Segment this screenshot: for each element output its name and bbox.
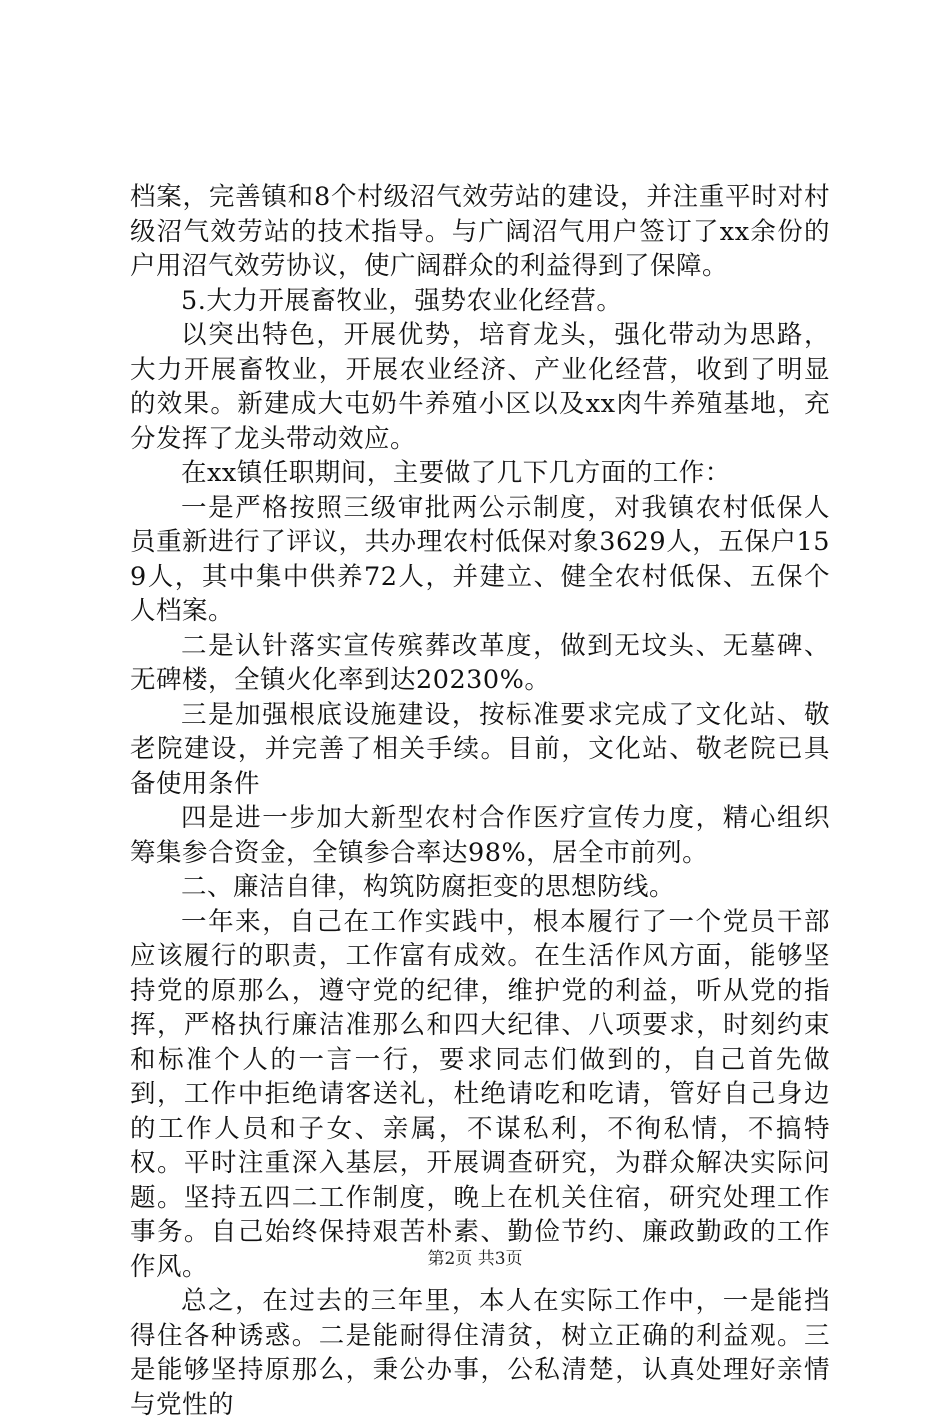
paragraph-11: 总之，在过去的三年里，本人在实际工作中，一是能挡得住各种诱惑。二是能耐得住清贫，树立正确的利益观。三是能够坚持原那么，秉公办事，公私清楚，认真处理好亲情与党性的 — [130, 1286, 830, 1420]
paragraph-7: 三是加强根底设施建设，按标准要求完成了文化站、敬老院建设，并完善了相关手续。目前，文化站、敬老院已具备使用条件 — [130, 699, 830, 799]
paragraph-3: 以突出特色，开展优势，培育龙头，强化带动为思路，大力开展畜牧业，开展农业经济、产业化经营，收到了明显的效果。新建成大屯奶牛养殖小区以及xx肉牛养殖基地，充分发挥了龙头带动效应。 — [130, 320, 830, 454]
paragraph-9: 二、廉洁自律，构筑防腐拒变的思想防线。 — [181, 872, 676, 902]
paragraph-10: 一年来，自己在工作实践中，根本履行了一个党员干部应该履行的职责，工作富有成效。在生活作风方面，能够坚持党的原那么，遵守党的纪律，维护党的利益，听从党的指挥，严格执行廉洁准那么和四大纪律、八项要求，时刻约束和标准个人的一言一行，要求同志们做到的，自己首先做到，工作中拒绝请客送礼，杜绝请吃和吃请，管好自己身边的工作人员和子女、亲属，不谋私利，不徇私情，不搞特权。平时注重深入基层，开展调查研究，为群众解决实际问题。坚持五四二工作制度，晚上在机关住宿，研究处理工作事务。自己始终保持艰苦朴素、勤俭节约、廉政勤政的工作作风。 — [130, 906, 830, 1282]
paragraph-8: 四是进一步加大新型农村合作医疗宣传力度，精心组织筹集参合资金，全镇参合率达98%，居全市前列。 — [130, 803, 830, 868]
document-body — [130, 180, 830, 1422]
paragraph-2: 5.大力开展畜牧业，强势农业化经营。 — [181, 285, 623, 316]
paragraph-1: 档案，完善镇和8个村级沼气效劳站的建设，并注重平时对村级沼气效劳站的技术指导。与广阔沼气用户签订了xx余份的户用沼气效劳协议，使广阔群众的利益得到了保障。 — [130, 182, 830, 281]
paragraph-5: 一是严格按照三级审批两公示制度，对我镇农村低保人员重新进行了评议，共办理农村低保对象3629人，五保户159人，其中集中供养72人，并建立、健全农村低保、五保个人档案。 — [130, 492, 830, 626]
paragraph-6: 二是认针落实宣传殡葬改革度，做到无坟头、无墓碑、无碑楼，全镇火化率到达20230%。 — [130, 630, 830, 695]
paragraph-4: 在xx镇任职期间，主要做了几下几方面的工作： — [181, 458, 731, 488]
page-footer: 第2页 共3页 — [427, 1249, 523, 1269]
